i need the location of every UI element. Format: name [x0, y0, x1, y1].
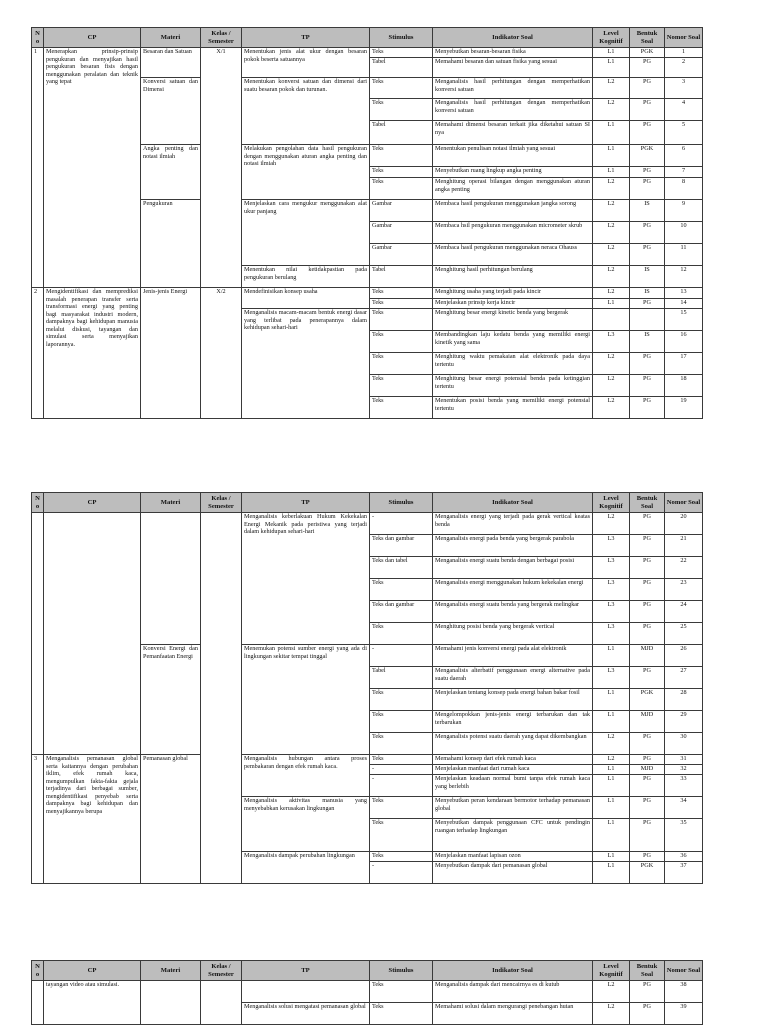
bentuk-cell: PG	[630, 981, 665, 1003]
bentuk-cell: PG	[630, 775, 665, 797]
nomor-cell: 2	[665, 58, 703, 78]
row-number: 3	[32, 755, 44, 884]
indikator-cell: Menjelaskan manfaat dari rumah kaca	[433, 765, 593, 775]
nomor-cell: 13	[665, 288, 703, 299]
level-cell: L3	[593, 331, 630, 353]
tp-cell: Melakukan pengolahan data hasil pengukuran dengan menggunakan aturan angka penting dan notasi ilmiah	[242, 145, 370, 200]
indikator-cell: Menganalisis energi pada benda yang bergerak parabola	[433, 535, 593, 557]
kisi-kisi-table-1	[31, 27, 703, 419]
nomor-cell: 28	[665, 689, 703, 711]
indikator-cell: Menjelaskan manfaat lapisan ozon	[433, 852, 593, 862]
nomor-cell: 36	[665, 852, 703, 862]
table-header-row	[32, 961, 703, 981]
level-cell: L1	[593, 48, 630, 58]
stimulus-cell: -	[370, 775, 433, 797]
table-row	[32, 513, 703, 535]
level-cell: L1	[593, 765, 630, 775]
stimulus-cell: Gambar	[370, 222, 433, 244]
nomor-cell: 32	[665, 765, 703, 775]
materi-cell: Konversi Energi dan Pemanfaatan Energi	[141, 645, 201, 755]
header-tp: TP	[242, 28, 370, 48]
row-number: 1	[32, 48, 44, 288]
indikator-cell: Menganalisis dampak dari mencairnya es di kutub	[433, 981, 593, 1003]
stimulus-cell: -	[370, 513, 433, 535]
bentuk-cell: PG	[630, 733, 665, 755]
stimulus-cell: Teks	[370, 397, 433, 419]
nomor-cell: 5	[665, 121, 703, 145]
level-cell: L2	[593, 733, 630, 755]
stimulus-cell: Teks	[370, 981, 433, 1003]
header-stimulus: Stimulus	[370, 28, 433, 48]
header-indikator: Indikator Soal	[433, 961, 593, 981]
stimulus-cell: Teks	[370, 711, 433, 733]
nomor-cell: 39	[665, 1003, 703, 1025]
nomor-cell: 14	[665, 299, 703, 309]
header-bentuk: Bentuk Soal	[630, 493, 665, 513]
stimulus-cell: Teks	[370, 309, 433, 331]
header-cp: CP	[44, 493, 141, 513]
header-cp: CP	[44, 961, 141, 981]
indikator-cell: Menjelaskan tentang konsep pada energi bahan bakar fosil	[433, 689, 593, 711]
indikator-cell: Menentukan penulisan notasi ilmiah yang sesuai	[433, 145, 593, 167]
kelas-cell: X/2	[201, 288, 242, 419]
bentuk-cell: PG	[630, 121, 665, 145]
cp-cell: Menerapkan prinsip-prinsip pengukuran dan menyajikan hasil pengukuran besaran fisis dengan menggunakan peralatan dan teknik yang tepat	[44, 48, 141, 288]
nomor-cell: 9	[665, 200, 703, 222]
header-tp: TP	[242, 961, 370, 981]
stimulus-cell: -	[370, 862, 433, 884]
bentuk-cell: IS	[630, 331, 665, 353]
stimulus-cell: Tabel	[370, 121, 433, 145]
table-row	[32, 981, 703, 1003]
indikator-cell: Menganalisis energi yang terjadi pada gerak vertical keatas benda	[433, 513, 593, 535]
stimulus-cell: Tabel	[370, 667, 433, 689]
nomor-cell: 12	[665, 266, 703, 288]
bentuk-cell: PG	[630, 601, 665, 623]
header-level: Level Kognitif	[593, 493, 630, 513]
stimulus-cell: Gambar	[370, 200, 433, 222]
indikator-cell: Menyebutkan ruang lingkup angka penting	[433, 167, 593, 178]
tp-cell: Menentukan konversi satuan dan dimensi dari suatu besaran pokok dan turunan.	[242, 78, 370, 145]
indikator-cell: Memahami dimensi besaran terkait jika diketahui satuan SI nya	[433, 121, 593, 145]
nomor-cell: 35	[665, 819, 703, 852]
bentuk-cell: PG	[630, 579, 665, 601]
stimulus-cell: Teks	[370, 145, 433, 167]
stimulus-cell: Teks	[370, 819, 433, 852]
indikator-cell: Memahami jenis konversi energi pada alat elektronik	[433, 645, 593, 667]
stimulus-cell: Teks	[370, 797, 433, 819]
nomor-cell: 19	[665, 397, 703, 419]
level-cell: L2	[593, 755, 630, 765]
bentuk-cell: PGK	[630, 145, 665, 167]
stimulus-cell: Teks	[370, 331, 433, 353]
nomor-cell: 25	[665, 623, 703, 645]
level-cell: L2	[593, 222, 630, 244]
nomor-cell: 4	[665, 99, 703, 121]
kisi-kisi-table-3	[31, 960, 703, 1025]
nomor-cell: 23	[665, 579, 703, 601]
header-indikator: Indikator Soal	[433, 493, 593, 513]
nomor-cell: 30	[665, 733, 703, 755]
bentuk-cell: PG	[630, 353, 665, 375]
bentuk-cell: PG	[630, 178, 665, 200]
level-cell: L1	[593, 167, 630, 178]
materi-cell: Pemanasan global	[141, 755, 201, 884]
indikator-cell: Memahami solusi dalam mengurangi penebangan hutan	[433, 1003, 593, 1025]
cp-cell: Menganalisis pemanasan global serta kaitannya dengan perubahan iklim, efek rumah kaca, mengumpulkan fakta-fakta gejala terjadinya dari berbagai sumber, mengidentifikasi penyebab serta dampaknya bagi kehidupan dan menyajikannya berupa	[44, 755, 141, 884]
header-nomor: Nomor Soal	[665, 961, 703, 981]
level-cell: L1	[593, 645, 630, 667]
header-no: N o	[32, 28, 44, 48]
level-cell: L2	[593, 266, 630, 288]
bentuk-cell: PG	[630, 99, 665, 121]
nomor-cell: 1	[665, 48, 703, 58]
nomor-cell: 37	[665, 862, 703, 884]
bentuk-cell: PG	[630, 244, 665, 266]
nomor-cell: 17	[665, 353, 703, 375]
indikator-cell: Menghitung hasil perhitungan berulang	[433, 266, 593, 288]
bentuk-cell: PG	[630, 755, 665, 765]
nomor-cell: 15	[665, 309, 703, 331]
bentuk-cell: PG	[630, 375, 665, 397]
stimulus-cell: Teks	[370, 623, 433, 645]
header-nomor: Nomor Soal	[665, 493, 703, 513]
header-cp: CP	[44, 28, 141, 48]
level-cell: L1	[593, 299, 630, 309]
cp-cell: tayangan video atau simulasi.	[44, 981, 141, 1025]
stimulus-cell: Teks dan tabel	[370, 557, 433, 579]
level-cell: L3	[593, 623, 630, 645]
indikator-cell: Menyebutkan dampak dari pemanasan global	[433, 862, 593, 884]
indikator-cell: Menjelaskan keadaan normal bumi tanpa efek rumah kaca yang berlebih	[433, 775, 593, 797]
level-cell: L2	[593, 78, 630, 99]
header-kelas: Kelas / Semester	[201, 28, 242, 48]
tp-cell: Menganalisis hubungan antara proses pembakaran dengan efek rumah kaca.	[242, 755, 370, 797]
header-stimulus: Stimulus	[370, 961, 433, 981]
bentuk-cell: PG	[630, 78, 665, 99]
nomor-cell: 31	[665, 755, 703, 765]
stimulus-cell: -	[370, 765, 433, 775]
bentuk-cell: PG	[630, 58, 665, 78]
bentuk-cell	[630, 309, 665, 331]
level-cell: L3	[593, 601, 630, 623]
indikator-cell: Menjelaskan prinsip kerja kincir	[433, 299, 593, 309]
level-cell: L2	[593, 178, 630, 200]
tp-cell: Menentukan jenis alat ukur dengan besaran pokok beserta satuannya	[242, 48, 370, 78]
table-row	[32, 288, 703, 299]
cp-cell: Mengidentifikasi dan memprediksi masalah penerapan transfer serta transformasi energi yang penting bagi masyarakat industri modern, dampaknya bagi kehidupan manusia melalui diskusi, tayangan dan simulasi serta menyajikan laporannya.	[44, 288, 141, 419]
tp-cell: Menentukan nilai ketidakpastian pada pengukuran berulang	[242, 266, 370, 288]
indikator-cell: Memahami konsep dari efek rumah kaca	[433, 755, 593, 765]
tp-cell: Menganalisis solusi mengatasi pemanasan global	[242, 1003, 370, 1025]
header-kelas: Kelas / Semester	[201, 493, 242, 513]
materi-cell: Besaran dan Satuan	[141, 48, 201, 78]
tp-cell: Menjelaskan cara mengukur menggunakan alat ukur panjang	[242, 200, 370, 266]
nomor-cell: 29	[665, 711, 703, 733]
nomor-cell: 24	[665, 601, 703, 623]
stimulus-cell: -	[370, 645, 433, 667]
bentuk-cell: PG	[630, 852, 665, 862]
level-cell: L1	[593, 819, 630, 852]
level-cell: L1	[593, 58, 630, 78]
header-level: Level Kognitif	[593, 28, 630, 48]
indikator-cell: Mengelompokkan jenis-jenis energi terbarukan dan tak terbarukan	[433, 711, 593, 733]
nomor-cell: 8	[665, 178, 703, 200]
indikator-cell: Memahami besaran dan satuan fisika yang sesuai	[433, 58, 593, 78]
tp-cell: Menemukan potensi sumber energi yang ada di lingkungan sekitar tempat tinggal	[242, 645, 370, 755]
header-nomor: Nomor Soal	[665, 28, 703, 48]
bentuk-cell: IS	[630, 200, 665, 222]
header-materi: Materi	[141, 28, 201, 48]
tp-cell: Menganalisis dampak perubahan lingkungan	[242, 852, 370, 884]
header-no: N o	[32, 493, 44, 513]
table-row	[32, 755, 703, 765]
nomor-cell: 20	[665, 513, 703, 535]
bentuk-cell: PG	[630, 667, 665, 689]
nomor-cell: 7	[665, 167, 703, 178]
table-header-row	[32, 28, 703, 48]
stimulus-cell: Teks dan gambar	[370, 535, 433, 557]
indikator-cell: Menentukan posisi benda yang memiliki energi potensial tertentu	[433, 397, 593, 419]
indikator-cell: Menyebutkan besaran-besaran fisika	[433, 48, 593, 58]
nomor-cell: 21	[665, 535, 703, 557]
level-cell: L3	[593, 535, 630, 557]
stimulus-cell: Teks	[370, 288, 433, 299]
materi-cell: Angka penting dan notasi ilmiah	[141, 145, 201, 200]
bentuk-cell: PG	[630, 397, 665, 419]
materi-cell: Konversi satuan dan Dimensi	[141, 78, 201, 145]
nomor-cell: 34	[665, 797, 703, 819]
bentuk-cell: PG	[630, 513, 665, 535]
header-bentuk: Bentuk Soal	[630, 28, 665, 48]
stimulus-cell: Teks	[370, 1003, 433, 1025]
indikator-cell: Menghitung operasi bilangan dengan menggunakan aturan angka penting	[433, 178, 593, 200]
table-header-row	[32, 493, 703, 513]
materi-cell: Pengukuran	[141, 200, 201, 288]
bentuk-cell: MJD	[630, 765, 665, 775]
indikator-cell: Menganalisis alterbatif penggunaan energi alternative pada suatu daerah	[433, 667, 593, 689]
indikator-cell: Membaca hasil pengukuran menggunakan jangka sorong	[433, 200, 593, 222]
bentuk-cell: PG	[630, 557, 665, 579]
level-cell: L1	[593, 121, 630, 145]
level-cell: L2	[593, 375, 630, 397]
level-cell: L3	[593, 557, 630, 579]
header-stimulus: Stimulus	[370, 493, 433, 513]
bentuk-cell: MJD	[630, 645, 665, 667]
indikator-cell: Menyebutkan peran kendaraan bermotor terhadap pemanasan global	[433, 797, 593, 819]
nomor-cell: 18	[665, 375, 703, 397]
bentuk-cell: PG	[630, 819, 665, 852]
level-cell: L2	[593, 200, 630, 222]
stimulus-cell: Teks	[370, 375, 433, 397]
nomor-cell: 27	[665, 667, 703, 689]
level-cell: L3	[593, 667, 630, 689]
bentuk-cell: PGK	[630, 48, 665, 58]
bentuk-cell: IS	[630, 266, 665, 288]
indikator-cell: Menghitung besar energi potensial benda pada ketinggian tertentu	[433, 375, 593, 397]
header-kelas: Kelas / Semester	[201, 961, 242, 981]
stimulus-cell: Teks	[370, 178, 433, 200]
tp-cell: Menganalisis aktivitas manusia yang menyebabkan kerusakan lingkungan	[242, 797, 370, 852]
indikator-cell: Menganalisis energi suatu benda dengan berbagai posisi	[433, 557, 593, 579]
level-cell	[593, 309, 630, 331]
indikator-cell: Menghitung besar energi kinetic benda yang bergerak	[433, 309, 593, 331]
stimulus-cell: Teks	[370, 78, 433, 99]
indikator-cell: Menghitung usaha yang terjadi pada kincir	[433, 288, 593, 299]
indikator-cell: Menganalisis potensi suatu daerah yang dapat dikembangkan	[433, 733, 593, 755]
nomor-cell: 38	[665, 981, 703, 1003]
stimulus-cell: Teks	[370, 852, 433, 862]
stimulus-cell: Teks	[370, 48, 433, 58]
header-materi: Materi	[141, 961, 201, 981]
stimulus-cell: Tabel	[370, 266, 433, 288]
stimulus-cell: Teks	[370, 99, 433, 121]
level-cell: L2	[593, 981, 630, 1003]
indikator-cell: Menganalisis energi suatu benda yang bergerak melingkar	[433, 601, 593, 623]
header-materi: Materi	[141, 493, 201, 513]
bentuk-cell: PG	[630, 535, 665, 557]
bentuk-cell: PG	[630, 222, 665, 244]
nomor-cell: 33	[665, 775, 703, 797]
bentuk-cell: PG	[630, 167, 665, 178]
stimulus-cell: Tabel	[370, 58, 433, 78]
stimulus-cell: Gambar	[370, 244, 433, 266]
nomor-cell: 26	[665, 645, 703, 667]
indikator-cell: Menganalisis hasil perhitungan dengan memperhatikan konversi satuan	[433, 99, 593, 121]
level-cell: L2	[593, 397, 630, 419]
tp-cell: Menganalisis keberlakuan Hukum Kekekalan Energi Mekanik pada peristiwa yang terjadi dalam kehidupan sehari-hari	[242, 513, 370, 645]
nomor-cell: 10	[665, 222, 703, 244]
level-cell: L2	[593, 353, 630, 375]
stimulus-cell: Teks	[370, 689, 433, 711]
kisi-kisi-table-2	[31, 492, 703, 884]
nomor-cell: 3	[665, 78, 703, 99]
bentuk-cell: PGK	[630, 862, 665, 884]
level-cell: L1	[593, 711, 630, 733]
bentuk-cell: MJD	[630, 711, 665, 733]
header-indikator: Indikator Soal	[433, 28, 593, 48]
stimulus-cell: Teks	[370, 299, 433, 309]
indikator-cell: Membaca hsil pengukuran menggunakan micrometer skrub	[433, 222, 593, 244]
level-cell: L1	[593, 145, 630, 167]
stimulus-cell: Teks	[370, 733, 433, 755]
level-cell: L2	[593, 288, 630, 299]
stimulus-cell: Teks	[370, 353, 433, 375]
nomor-cell: 11	[665, 244, 703, 266]
level-cell: L2	[593, 99, 630, 121]
tp-cell: Menganalisis macam-macam bentuk energi dasar yang terlibat pada penerapannya dalam kehidupan sehari-hari	[242, 309, 370, 419]
nomor-cell: 16	[665, 331, 703, 353]
stimulus-cell: Teks dan gambar	[370, 601, 433, 623]
stimulus-cell: Teks	[370, 755, 433, 765]
level-cell: L1	[593, 852, 630, 862]
level-cell: L3	[593, 579, 630, 601]
level-cell: L1	[593, 797, 630, 819]
tp-cell: Mendefinisikan konsep usaha	[242, 288, 370, 309]
bentuk-cell: PGK	[630, 689, 665, 711]
nomor-cell: 6	[665, 145, 703, 167]
header-no: N o	[32, 961, 44, 981]
table-row	[32, 48, 703, 58]
indikator-cell: Menganalisis energi menggunakan hukum kekekalan energi	[433, 579, 593, 601]
bentuk-cell: PG	[630, 1003, 665, 1025]
level-cell: L1	[593, 775, 630, 797]
header-tp: TP	[242, 493, 370, 513]
bentuk-cell: IS	[630, 288, 665, 299]
stimulus-cell: Teks	[370, 167, 433, 178]
level-cell: L2	[593, 1003, 630, 1025]
indikator-cell: Membaca hasil pengukuran menggunakan neraca Ohauss	[433, 244, 593, 266]
header-bentuk: Bentuk Soal	[630, 961, 665, 981]
stimulus-cell: Teks	[370, 579, 433, 601]
indikator-cell: Menyebutkan dampak penggunaan CFC untuk pendingin ruangan terhadap lingkungan	[433, 819, 593, 852]
materi-cell: Jenis-jenis Energi	[141, 288, 201, 419]
indikator-cell: Membandingkan laju kedatu benda yang memiliki energi kinetik yang sama	[433, 331, 593, 353]
row-number: 2	[32, 288, 44, 419]
nomor-cell: 22	[665, 557, 703, 579]
indikator-cell: Menghitung posisi benda yang bergerak vertical	[433, 623, 593, 645]
bentuk-cell: PG	[630, 797, 665, 819]
kelas-cell: X/1	[201, 48, 242, 288]
level-cell: L2	[593, 244, 630, 266]
level-cell: L1	[593, 689, 630, 711]
level-cell: L1	[593, 862, 630, 884]
bentuk-cell: PG	[630, 623, 665, 645]
indikator-cell: Menganalisis hasil perhitungan dengan memperhatikan konversi satuan	[433, 78, 593, 99]
bentuk-cell: PG	[630, 299, 665, 309]
level-cell: L2	[593, 513, 630, 535]
header-level: Level Kognitif	[593, 961, 630, 981]
indikator-cell: Menghitung waktu pemakaian alat elektronik pada daya tertentu	[433, 353, 593, 375]
